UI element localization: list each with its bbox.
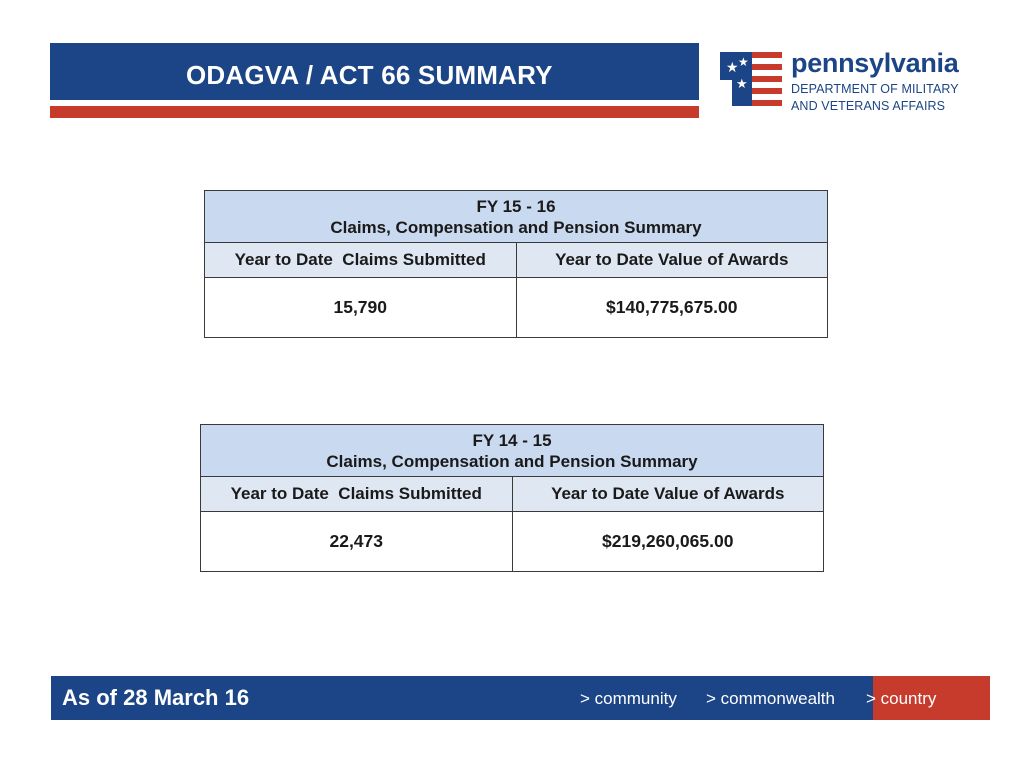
claims-value: 22,473 (201, 512, 513, 572)
summary-table-fy15-16 (204, 190, 828, 338)
footer-link-community[interactable]: > community (580, 689, 677, 708)
flag-keystone-icon (718, 46, 784, 112)
fiscal-year-label: FY 15 - 16 (476, 196, 556, 216)
page-title: ODAGVA / ACT 66 SUMMARY (186, 60, 553, 90)
pa-dmva-logo (718, 46, 978, 116)
footer-link-commonwealth[interactable]: > commonwealth (706, 689, 835, 708)
column-header-claims: Year to Date Claims Submitted (205, 243, 517, 278)
awards-value: $140,775,675.00 (516, 278, 828, 338)
table-subtitle: Claims, Compensation and Pension Summary (330, 217, 702, 237)
column-header-claims: Year to Date Claims Submitted (201, 477, 513, 512)
svg-text:★: ★ (726, 60, 739, 76)
header-stripe (50, 106, 699, 118)
svg-text:★: ★ (736, 77, 748, 92)
footer-link-country[interactable]: > country (866, 689, 937, 708)
summary-table-fy14-15 (200, 424, 824, 572)
awards-value: $219,260,065.00 (512, 512, 824, 572)
table-title (205, 191, 828, 243)
column-header-awards: Year to Date Value of Awards (512, 477, 824, 512)
claims-value: 15,790 (205, 278, 517, 338)
logo-name: pennsylvania (791, 48, 959, 78)
table-title (201, 425, 824, 477)
as-of-date: As of 28 March 16 (62, 685, 250, 710)
column-header-awards: Year to Date Value of Awards (516, 243, 828, 278)
logo-subtitle-line1: DEPARTMENT OF MILITARY (791, 82, 959, 96)
logo-subtitle-line2: AND VETERANS AFFAIRS (791, 99, 946, 113)
fiscal-year-label: FY 14 - 15 (472, 430, 552, 450)
svg-text:★: ★ (738, 55, 749, 69)
table-subtitle: Claims, Compensation and Pension Summary (326, 451, 698, 471)
